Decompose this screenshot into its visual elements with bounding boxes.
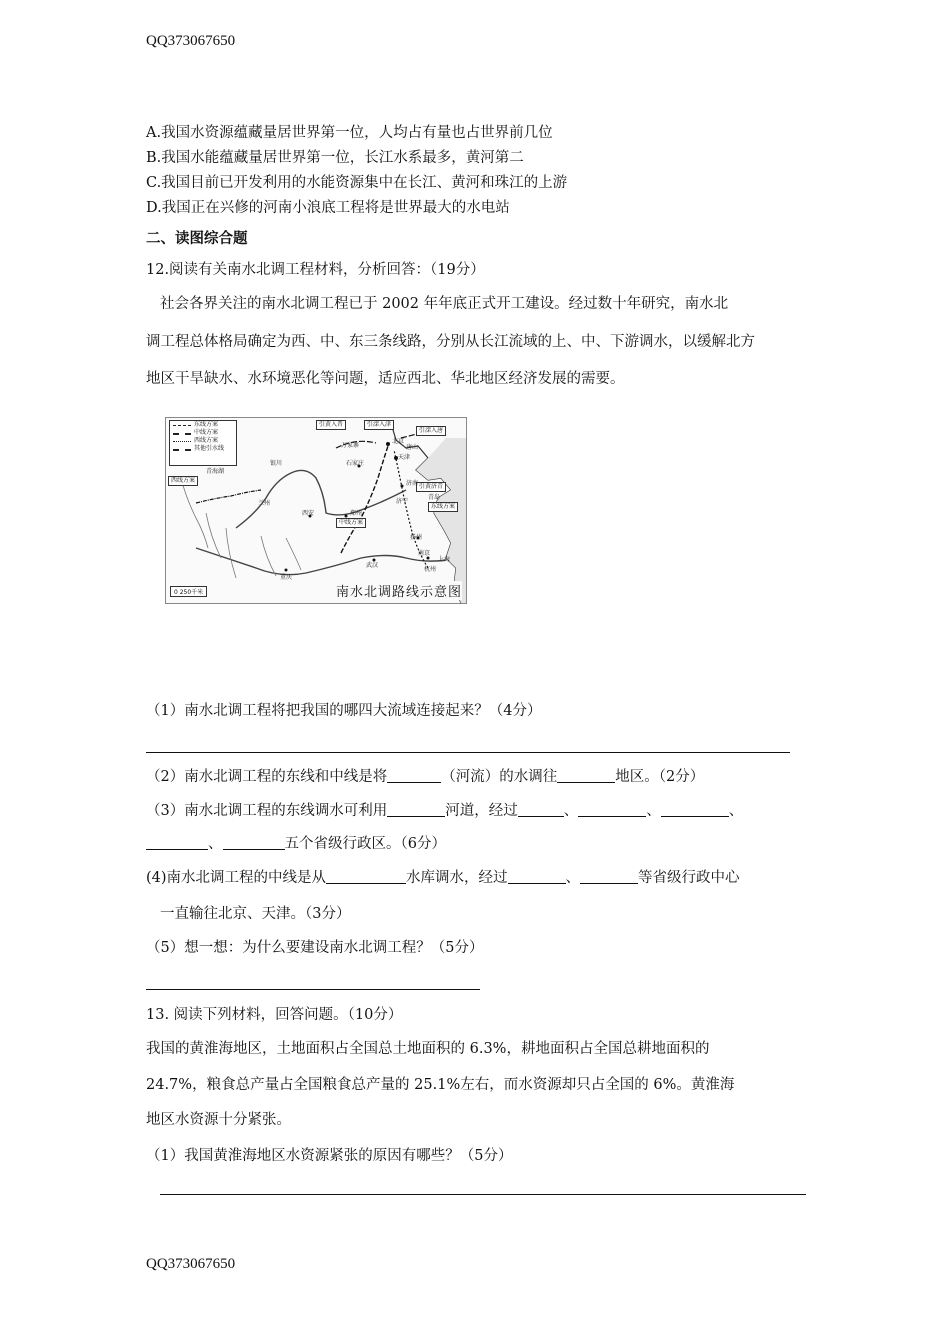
map-city-tangshan: 唐山 — [406, 444, 419, 451]
option-a: A.我国水资源蕴藏量居世界第一位，人均占有量也占世界前几位 — [146, 125, 553, 141]
map-city-lanzhou: 兰州 — [258, 500, 271, 507]
q13-sub1: （1）我国黄淮海地区水资源紧张的原因有哪些？（5分） — [146, 1148, 513, 1164]
footer-qq: QQ373067650 — [146, 1256, 236, 1272]
map-box-yinluanrutang: 引滦入唐 — [416, 426, 446, 436]
q12-sub3-blank-province-3[interactable] — [661, 802, 729, 817]
map-box-yinhuangjiqing: 引黄济青 — [416, 482, 446, 492]
q12-sub2-blank-river[interactable] — [387, 768, 441, 783]
header-qq: QQ373067650 — [146, 33, 236, 49]
map-caption: 南水北调路线示意图 — [336, 581, 462, 600]
q12-title: 12.阅读有关南水北调工程材料，分析回答：（19分） — [146, 262, 485, 278]
q12-sub3-blank-province-1[interactable] — [518, 802, 564, 817]
q12-sub4: (4)南水北调工程的中线是从 水库调水，经过 、 等省级行政中心 — [146, 870, 740, 886]
q12-sub4-blank-center-1[interactable] — [508, 869, 566, 884]
map-box-west-route: 西线方案 — [168, 476, 198, 486]
option-b: B.我国水能蕴藏量居世界第一位，长江水系最多，黄河第二 — [146, 150, 524, 166]
q12-para-line-3: 地区干旱缺水、水环境恶化等问题，适应西北、华北地区经济发展的需要。 — [146, 371, 625, 387]
q13-title: 13. 阅读下列材料，回答问题。（10分） — [146, 1007, 403, 1023]
q12-para-line-1: 社会各界关注的南水北调工程已于 2002 年年底正式开工建设。经过数十年研究，南水北 — [160, 296, 729, 312]
q12-sub3-blank-province-5[interactable] — [223, 835, 285, 850]
map-city-beijing: 北京 — [392, 438, 405, 445]
map-city-wanjiazhai: 万家寨 — [341, 442, 360, 449]
q12-sub3-blank-province-4[interactable] — [146, 835, 208, 850]
q12-sub1: （1）南水北调工程将把我国的哪四大流域连接起来？（4分） — [146, 703, 542, 719]
map-city-yangzhou: 扬州 — [410, 534, 423, 541]
map-city-yinchuan: 银川 — [270, 460, 283, 467]
section-title: 二、读图综合题 — [146, 230, 248, 247]
route-map-figure — [165, 417, 467, 604]
q12-para-line-2: 调工程总体格局确定为西、中、东三条线路，分别从长江流域的上、中、下游调水，以缓解北方 — [146, 334, 755, 350]
q12-sub1-answer-line[interactable] — [146, 752, 790, 753]
map-city-zhengzhou: 郑州 — [350, 510, 363, 517]
map-city-jinan: 济南 — [406, 480, 419, 487]
map-city-jining: 济宁 — [396, 498, 409, 505]
map-city-wuhan: 武汉 — [366, 562, 379, 569]
q12-sub3-blank-province-2[interactable] — [578, 802, 646, 817]
map-city-hangzhou: 杭州 — [424, 566, 437, 573]
q12-sub4-blank-center-2[interactable] — [580, 869, 638, 884]
q12-sub3: （3）南水北调工程的东线调水可利用 河道，经过 、 、 、 — [146, 803, 744, 819]
map-box-middle-route: 中线方案 — [336, 518, 366, 528]
q12-sub5-answer-line[interactable] — [146, 989, 480, 990]
map-scale: 0 250千米 — [170, 586, 207, 597]
q12-sub3-blank-channel[interactable] — [387, 802, 445, 817]
map-city-nanjing: 南京 — [418, 550, 431, 557]
map-city-chongqing: 重庆 — [280, 574, 293, 581]
map-lake-qinghai: 青海湖 — [206, 468, 225, 475]
map-city-shijiazhuang: 石家庄 — [346, 460, 365, 467]
q13-para-line-3: 地区水资源十分紧张。 — [146, 1112, 291, 1128]
legend-other: 其他引水线 — [170, 445, 236, 453]
q13-sub1-answer-line[interactable] — [160, 1194, 806, 1195]
q12-sub5: （5）想一想：为什么要建设南水北调工程？（5分） — [146, 940, 484, 956]
q13-para-line-1: 我国的黄淮海地区，土地面积占全国总土地面积的 6.3%，耕地面积占全国总耕地面积的 — [146, 1041, 710, 1057]
map-box-east-route: 东线方案 — [428, 502, 458, 512]
legend-west: 西线方案 — [170, 437, 236, 445]
q12-sub2-blank-region[interactable] — [557, 768, 615, 783]
map-city-tianjin: 天津 — [398, 454, 411, 461]
map-legend — [169, 420, 237, 466]
option-d: D.我国正在兴修的河南小浪底工程将是世界最大的水电站 — [146, 200, 510, 216]
q12-sub4-cont: 一直输往北京、天津。（3分） — [160, 906, 351, 922]
q12-sub3-cont: 、 五个省级行政区。（6分） — [146, 834, 446, 854]
legend-east: 东线方案 — [170, 421, 236, 429]
map-city-xian: 西安 — [302, 510, 315, 517]
map-box-yinluanrujin: 引滦入津 — [364, 420, 394, 430]
q12-sub4-blank-reservoir[interactable] — [326, 869, 406, 884]
legend-middle: 中线方案 — [170, 429, 236, 437]
q12-sub2: （2）南水北调工程的东线和中线是将 （河流）的水调往 地区。（2分） — [146, 769, 705, 785]
map-city-shanghai: 上海 — [438, 556, 451, 563]
map-city-qingdao: 青岛 — [428, 494, 441, 501]
q13-para-line-2: 24.7%，粮食总产量占全国粮食总产量的 25.1%左右，而水资源却只占全国的 6%。黄淮海 — [146, 1077, 735, 1093]
map-box-yinhuangrujin: 引黄入晋 — [316, 420, 346, 430]
option-c: C.我国目前已开发利用的水能资源集中在长江、黄河和珠江的上游 — [146, 175, 568, 191]
